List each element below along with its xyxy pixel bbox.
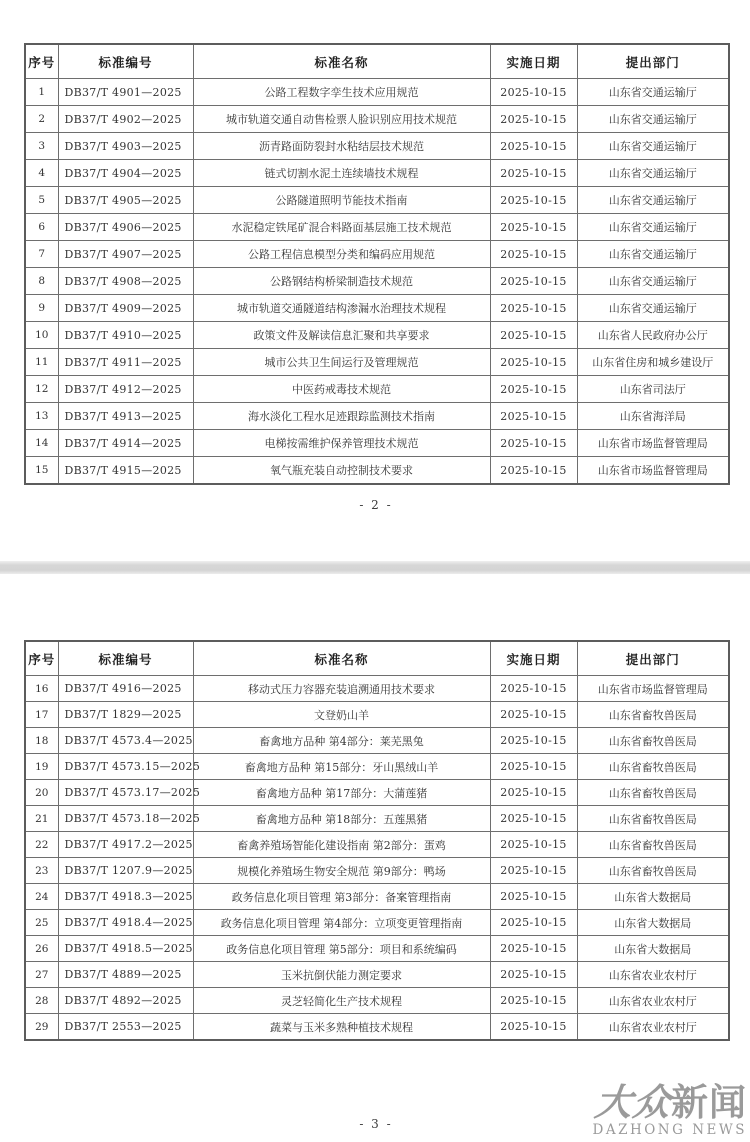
table-row xyxy=(25,160,729,187)
column-header: 实施日期 xyxy=(490,44,577,79)
date-cell: 2025-10-15 xyxy=(490,754,577,780)
seq-cell: 24 xyxy=(25,884,58,910)
standard-no-cell: DB37/T 4911—2025 xyxy=(58,349,193,376)
department-cell: 山东省交通运输厅 xyxy=(577,214,729,241)
table-row xyxy=(25,910,729,936)
standard-no-cell: DB37/T 4915—2025 xyxy=(58,457,193,485)
table-row xyxy=(25,322,729,349)
seq-cell: 26 xyxy=(25,936,58,962)
date-cell: 2025-10-15 xyxy=(490,106,577,133)
logo-chinese-text xyxy=(592,1079,747,1124)
date-cell: 2025-10-15 xyxy=(490,457,577,485)
page-separator xyxy=(0,561,750,574)
department-cell: 山东省交通运输厅 xyxy=(577,268,729,295)
date-cell: 2025-10-15 xyxy=(490,962,577,988)
standard-name-cell: 畜禽地方品种 第4部分：莱芜黑兔 xyxy=(193,728,490,754)
table-row xyxy=(25,832,729,858)
standard-no-cell: DB37/T 4905—2025 xyxy=(58,187,193,214)
date-cell: 2025-10-15 xyxy=(490,806,577,832)
table-header-row xyxy=(25,44,729,79)
standard-name-cell: 城市公共卫生间运行及管理规范 xyxy=(193,349,490,376)
standard-name-cell: 公路隧道照明节能技术指南 xyxy=(193,187,490,214)
department-cell: 山东省畜牧兽医局 xyxy=(577,806,729,832)
seq-cell: 21 xyxy=(25,806,58,832)
standard-name-cell: 沥青路面防裂封水粘结层技术规范 xyxy=(193,133,490,160)
table-row xyxy=(25,457,729,485)
standard-no-cell: DB37/T 4916—2025 xyxy=(58,676,193,702)
department-cell: 山东省交通运输厅 xyxy=(577,187,729,214)
table-row xyxy=(25,806,729,832)
table-row xyxy=(25,349,729,376)
department-cell: 山东省畜牧兽医局 xyxy=(577,728,729,754)
standard-no-cell: DB37/T 4912—2025 xyxy=(58,376,193,403)
standard-name-cell: 畜禽养殖场智能化建设指南 第2部分：蛋鸡 xyxy=(193,832,490,858)
column-header: 提出部门 xyxy=(577,641,729,676)
date-cell: 2025-10-15 xyxy=(490,241,577,268)
standard-name-cell: 政务信息化项目管理 第3部分：备案管理指南 xyxy=(193,884,490,910)
standard-name-cell: 政策文件及解读信息汇聚和共享要求 xyxy=(193,322,490,349)
standard-no-cell: DB37/T 4573.15—2025 xyxy=(58,754,193,780)
seq-cell: 14 xyxy=(25,430,58,457)
standard-no-cell: DB37/T 4914—2025 xyxy=(58,430,193,457)
column-header: 标准名称 xyxy=(193,641,490,676)
department-cell: 山东省海洋局 xyxy=(577,403,729,430)
table-row xyxy=(25,754,729,780)
seq-cell: 13 xyxy=(25,403,58,430)
department-cell: 山东省司法厅 xyxy=(577,376,729,403)
date-cell: 2025-10-15 xyxy=(490,1014,577,1041)
standard-name-cell: 城市轨道交通隧道结构渗漏水治理技术规程 xyxy=(193,295,490,322)
seq-cell: 10 xyxy=(25,322,58,349)
table-header-row xyxy=(25,641,729,676)
table-row xyxy=(25,79,729,106)
seq-cell: 9 xyxy=(25,295,58,322)
standard-name-cell: 规模化养殖场生物安全规范 第9部分：鸭场 xyxy=(193,858,490,884)
standard-name-cell: 灵芝轻简化生产技术规程 xyxy=(193,988,490,1014)
standard-no-cell: DB37/T 2553—2025 xyxy=(58,1014,193,1041)
date-cell: 2025-10-15 xyxy=(490,160,577,187)
date-cell: 2025-10-15 xyxy=(490,702,577,728)
standard-no-cell: DB37/T 4918.4—2025 xyxy=(58,910,193,936)
standard-no-cell: DB37/T 4910—2025 xyxy=(58,322,193,349)
logo-cn-stylized: 大众 xyxy=(592,1079,674,1124)
seq-cell: 1 xyxy=(25,79,58,106)
column-header: 标准编号 xyxy=(58,641,193,676)
logo-english-text: DAZHONG NEWS xyxy=(592,1121,747,1138)
table-row xyxy=(25,295,729,322)
standard-name-cell: 公路工程信息模型分类和编码应用规范 xyxy=(193,241,490,268)
standards-table-page-2 xyxy=(24,43,730,485)
standard-no-cell: DB37/T 4573.17—2025 xyxy=(58,780,193,806)
standard-name-cell: 玉米抗倒伏能力测定要求 xyxy=(193,962,490,988)
column-header: 序号 xyxy=(25,641,58,676)
table-row xyxy=(25,962,729,988)
column-header: 标准名称 xyxy=(193,44,490,79)
department-cell: 山东省市场监督管理局 xyxy=(577,676,729,702)
table-row xyxy=(25,187,729,214)
table-row xyxy=(25,676,729,702)
date-cell: 2025-10-15 xyxy=(490,322,577,349)
standard-no-cell: DB37/T 4913—2025 xyxy=(58,403,193,430)
seq-cell: 17 xyxy=(25,702,58,728)
table-row xyxy=(25,936,729,962)
table-row xyxy=(25,403,729,430)
seq-cell: 29 xyxy=(25,1014,58,1041)
department-cell: 山东省畜牧兽医局 xyxy=(577,858,729,884)
seq-cell: 6 xyxy=(25,214,58,241)
date-cell: 2025-10-15 xyxy=(490,728,577,754)
table-row xyxy=(25,376,729,403)
seq-cell: 8 xyxy=(25,268,58,295)
table-row xyxy=(25,884,729,910)
standard-name-cell: 公路工程数字孪生技术应用规范 xyxy=(193,79,490,106)
standard-no-cell: DB37/T 4901—2025 xyxy=(58,79,193,106)
standard-no-cell: DB37/T 4907—2025 xyxy=(58,241,193,268)
seq-cell: 19 xyxy=(25,754,58,780)
standard-name-cell: 海水淡化工程水足迹跟踪监测技术指南 xyxy=(193,403,490,430)
standard-no-cell: DB37/T 4918.3—2025 xyxy=(58,884,193,910)
standard-name-cell: 公路钢结构桥梁制造技术规范 xyxy=(193,268,490,295)
standard-name-cell: 蔬菜与玉米多熟种植技术规程 xyxy=(193,1014,490,1041)
page-number: - 3 - xyxy=(359,1117,393,1131)
seq-cell: 4 xyxy=(25,160,58,187)
table-row xyxy=(25,430,729,457)
department-cell: 山东省交通运输厅 xyxy=(577,160,729,187)
department-cell: 山东省交通运输厅 xyxy=(577,241,729,268)
table-row xyxy=(25,702,729,728)
seq-cell: 22 xyxy=(25,832,58,858)
seq-cell: 11 xyxy=(25,349,58,376)
standard-no-cell: DB37/T 4889—2025 xyxy=(58,962,193,988)
table-row xyxy=(25,728,729,754)
seq-cell: 15 xyxy=(25,457,58,485)
logo-cn-regular: 新闻 xyxy=(671,1079,747,1124)
department-cell: 山东省大数据局 xyxy=(577,936,729,962)
date-cell: 2025-10-15 xyxy=(490,376,577,403)
standard-name-cell: 氧气瓶充装自动控制技术要求 xyxy=(193,457,490,485)
standard-name-cell: 畜禽地方品种 第17部分：大蒲莲猪 xyxy=(193,780,490,806)
date-cell: 2025-10-15 xyxy=(490,430,577,457)
department-cell: 山东省畜牧兽医局 xyxy=(577,780,729,806)
table-row xyxy=(25,858,729,884)
seq-cell: 20 xyxy=(25,780,58,806)
standard-no-cell: DB37/T 4908—2025 xyxy=(58,268,193,295)
table-row xyxy=(25,106,729,133)
seq-cell: 7 xyxy=(25,241,58,268)
seq-cell: 2 xyxy=(25,106,58,133)
standard-name-cell: 畜禽地方品种 第18部分：五莲黑猪 xyxy=(193,806,490,832)
date-cell: 2025-10-15 xyxy=(490,214,577,241)
department-cell: 山东省交通运输厅 xyxy=(577,295,729,322)
date-cell: 2025-10-15 xyxy=(490,884,577,910)
standard-name-cell: 政务信息化项目管理 第4部分：立项变更管理指南 xyxy=(193,910,490,936)
standard-name-cell: 中医药戒毒技术规范 xyxy=(193,376,490,403)
department-cell: 山东省畜牧兽医局 xyxy=(577,754,729,780)
date-cell: 2025-10-15 xyxy=(490,936,577,962)
table-row xyxy=(25,1014,729,1041)
document-page-2 xyxy=(0,43,750,561)
seq-cell: 12 xyxy=(25,376,58,403)
department-cell: 山东省农业农村厅 xyxy=(577,1014,729,1041)
standard-no-cell: DB37/T 4917.2—2025 xyxy=(58,832,193,858)
department-cell: 山东省农业农村厅 xyxy=(577,962,729,988)
standard-no-cell: DB37/T 4904—2025 xyxy=(58,160,193,187)
department-cell: 山东省市场监督管理局 xyxy=(577,457,729,485)
department-cell: 山东省交通运输厅 xyxy=(577,79,729,106)
standard-no-cell: DB37/T 4892—2025 xyxy=(58,988,193,1014)
standard-no-cell: DB37/T 1829—2025 xyxy=(58,702,193,728)
department-cell: 山东省人民政府办公厅 xyxy=(577,322,729,349)
document-page-3 xyxy=(0,640,750,1142)
seq-cell: 16 xyxy=(25,676,58,702)
department-cell: 山东省畜牧兽医局 xyxy=(577,832,729,858)
standard-name-cell: 政务信息化项目管理 第5部分：项目和系统编码 xyxy=(193,936,490,962)
column-header: 序号 xyxy=(25,44,58,79)
seq-cell: 27 xyxy=(25,962,58,988)
standard-name-cell: 文登奶山羊 xyxy=(193,702,490,728)
standard-name-cell: 畜禽地方品种 第15部分：牙山黑绒山羊 xyxy=(193,754,490,780)
date-cell: 2025-10-15 xyxy=(490,349,577,376)
date-cell: 2025-10-15 xyxy=(490,780,577,806)
standard-name-cell: 移动式压力容器充装追溯通用技术要求 xyxy=(193,676,490,702)
department-cell: 山东省农业农村厅 xyxy=(577,988,729,1014)
date-cell: 2025-10-15 xyxy=(490,676,577,702)
seq-cell: 23 xyxy=(25,858,58,884)
standard-name-cell: 水泥稳定铁尾矿混合料路面基层施工技术规范 xyxy=(193,214,490,241)
table-row xyxy=(25,133,729,160)
standard-no-cell: DB37/T 1207.9—2025 xyxy=(58,858,193,884)
department-cell: 山东省住房和城乡建设厅 xyxy=(577,349,729,376)
date-cell: 2025-10-15 xyxy=(490,79,577,106)
page-number: - 2 - xyxy=(359,498,393,512)
column-header: 实施日期 xyxy=(490,641,577,676)
standard-no-cell: DB37/T 4573.18—2025 xyxy=(58,806,193,832)
table-row xyxy=(25,268,729,295)
seq-cell: 28 xyxy=(25,988,58,1014)
table-row xyxy=(25,988,729,1014)
date-cell: 2025-10-15 xyxy=(490,268,577,295)
standard-name-cell: 电梯按需维护保养管理技术规范 xyxy=(193,430,490,457)
standard-no-cell: DB37/T 4902—2025 xyxy=(58,106,193,133)
standard-no-cell: DB37/T 4909—2025 xyxy=(58,295,193,322)
table-row xyxy=(25,780,729,806)
department-cell: 山东省交通运输厅 xyxy=(577,106,729,133)
date-cell: 2025-10-15 xyxy=(490,403,577,430)
seq-cell: 3 xyxy=(25,133,58,160)
department-cell: 山东省交通运输厅 xyxy=(577,133,729,160)
date-cell: 2025-10-15 xyxy=(490,988,577,1014)
standard-no-cell: DB37/T 4573.4—2025 xyxy=(58,728,193,754)
standards-table-page-3 xyxy=(24,640,730,1041)
standard-no-cell: DB37/T 4906—2025 xyxy=(58,214,193,241)
dazhong-news-logo xyxy=(592,1079,747,1138)
seq-cell: 25 xyxy=(25,910,58,936)
standard-name-cell: 链式切割水泥土连续墙技术规程 xyxy=(193,160,490,187)
date-cell: 2025-10-15 xyxy=(490,858,577,884)
standard-no-cell: DB37/T 4918.5—2025 xyxy=(58,936,193,962)
seq-cell: 18 xyxy=(25,728,58,754)
date-cell: 2025-10-15 xyxy=(490,910,577,936)
standard-name-cell: 城市轨道交通自动售检票人脸识别应用技术规范 xyxy=(193,106,490,133)
date-cell: 2025-10-15 xyxy=(490,133,577,160)
department-cell: 山东省大数据局 xyxy=(577,884,729,910)
seq-cell: 5 xyxy=(25,187,58,214)
department-cell: 山东省畜牧兽医局 xyxy=(577,702,729,728)
table-row xyxy=(25,214,729,241)
date-cell: 2025-10-15 xyxy=(490,187,577,214)
column-header: 标准编号 xyxy=(58,44,193,79)
department-cell: 山东省市场监督管理局 xyxy=(577,430,729,457)
standard-no-cell: DB37/T 4903—2025 xyxy=(58,133,193,160)
table-row xyxy=(25,241,729,268)
department-cell: 山东省大数据局 xyxy=(577,910,729,936)
date-cell: 2025-10-15 xyxy=(490,295,577,322)
column-header: 提出部门 xyxy=(577,44,729,79)
date-cell: 2025-10-15 xyxy=(490,832,577,858)
